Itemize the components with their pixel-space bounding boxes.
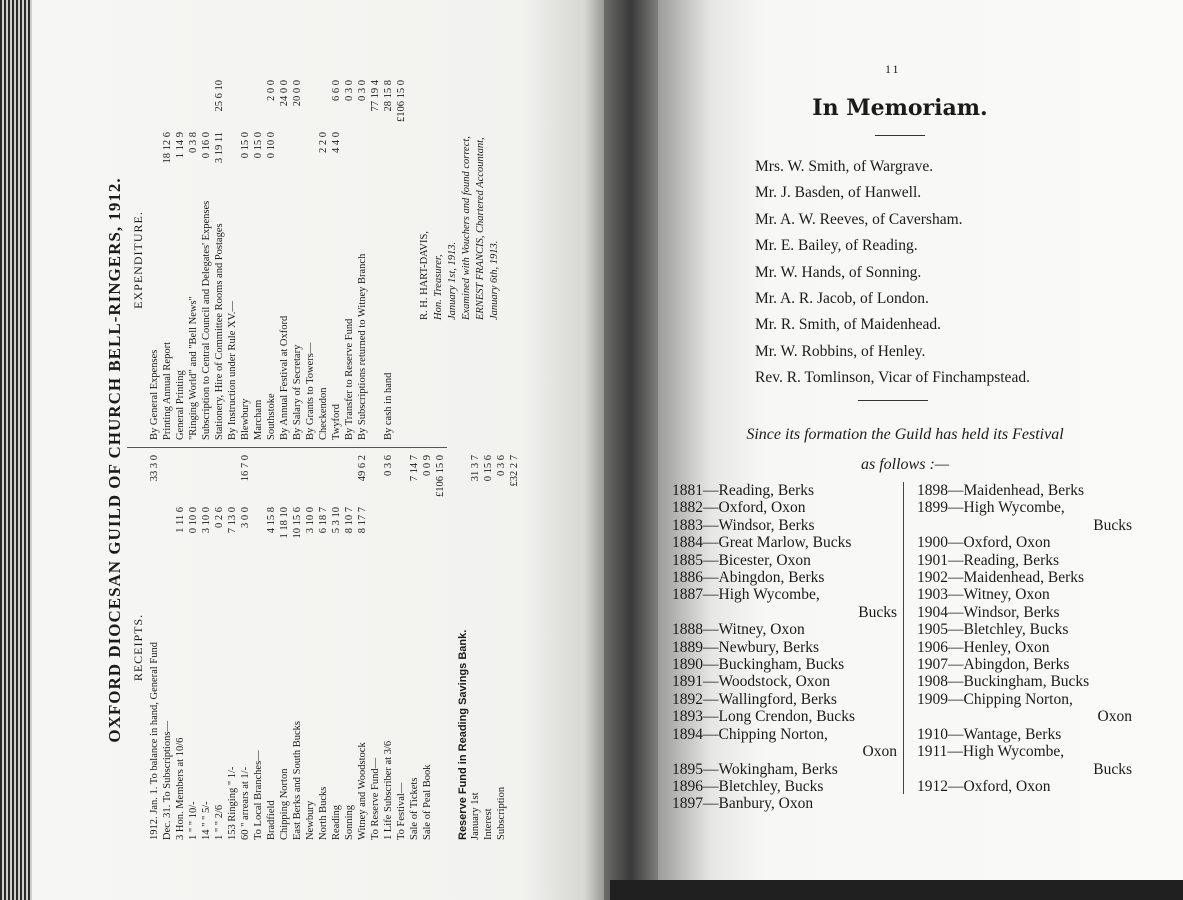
festival-entry: 1900—Oxford, Oxon: [917, 534, 1051, 552]
account-row: [395, 455, 408, 840]
expenditure-heading: EXPENDITURE.: [131, 211, 145, 309]
festival-entry: 1907—Abingdon, Berks: [917, 656, 1070, 674]
expenditure-column: [131, 80, 502, 440]
account-row: [161, 455, 174, 840]
account-total: [317, 80, 330, 132]
account-total: [187, 80, 200, 132]
account-total: [395, 455, 408, 507]
account-row: [291, 455, 304, 840]
account-amount: 1 11 6: [175, 507, 186, 533]
account-amount: [434, 507, 447, 559]
account-amount: [278, 132, 291, 184]
account-total: [161, 455, 174, 507]
account-amount: 0 16 0: [201, 132, 212, 159]
account-label: East Berks and South Bucks: [292, 721, 303, 840]
signature-line: ERNEST FRANCIS, Chartered Accountant,: [475, 137, 486, 320]
festival-entry: 1882—Oxford, Oxon: [672, 499, 806, 517]
reserve-fund-title: Reserve Fund in Reading Savings Bank.: [457, 629, 469, 840]
account-amount: [252, 507, 265, 559]
account-row: [330, 80, 343, 440]
festival-entry: 1912—Oxford, Oxon: [917, 777, 1051, 795]
account-total: [187, 455, 200, 507]
account-total: 49 6 2: [357, 455, 368, 482]
account-total: 0 3 6: [383, 455, 394, 476]
account-row: [330, 455, 343, 840]
account-amount: 4 4 0: [331, 132, 342, 153]
account-total: [200, 455, 213, 507]
account-total: [252, 455, 265, 507]
festival-entry: 1908—Buckingham, Bucks: [917, 673, 1090, 691]
account-row: [317, 455, 330, 840]
account-amount: £32 2 7: [509, 455, 520, 487]
account-amount: [148, 132, 161, 184]
memoriam-name: Rev. R. Tomlinson, Vicar of Finchampstead.: [755, 369, 1030, 387]
account-label: By Transfer to Reserve Fund: [344, 318, 355, 440]
festival-entry: Oxon: [862, 743, 897, 761]
account-row: [265, 455, 278, 840]
festival-entry: 1898—Maidenhead, Berks: [917, 482, 1085, 499]
festival-intro: [675, 420, 1135, 480]
festival-entry: 1897—Banbury, Oxon: [672, 795, 814, 813]
account-label: Sonning: [344, 804, 355, 840]
account-row: [174, 80, 187, 440]
account-label: Marcham: [253, 399, 264, 440]
account-total: [317, 455, 330, 507]
account-label: Stationery, Hire of Committee Rooms and Postages: [214, 223, 225, 440]
account-label: 1 " " 2/6: [214, 804, 225, 840]
memoriam-name: Mr. A. R. Jacob, of London.: [755, 290, 929, 308]
account-row: [278, 455, 291, 840]
signature-line: R. H. HART-DAVIS,: [419, 231, 430, 320]
account-amount: 0 15 0: [253, 132, 264, 159]
receipts-heading: RECEIPTS.: [131, 613, 145, 682]
account-amount: 6 18 7: [318, 507, 329, 534]
memoriam-name: Mr. E. Bailey, of Reading.: [755, 237, 918, 255]
account-row: [421, 455, 434, 840]
account-amount: 3 10 0: [305, 507, 316, 534]
account-amount: [161, 507, 174, 559]
account-label: Reading: [331, 805, 342, 840]
account-label: Southstoke: [266, 393, 277, 440]
festival-entry: 1881—Reading, Berks: [672, 482, 815, 499]
account-amount: [369, 132, 382, 184]
account-total: [161, 80, 174, 132]
festival-entry: Oxon: [1097, 708, 1132, 726]
account-amount: 0 15 6: [483, 455, 494, 482]
account-total: [291, 455, 304, 507]
account-amount: 0 2 6: [214, 507, 225, 528]
account-row: [239, 80, 252, 440]
account-label: "Ringing World" and "Bell News": [188, 296, 199, 440]
account-amount: 0 10 0: [188, 507, 199, 534]
book-gutter: [604, 0, 664, 900]
account-label: [508, 507, 521, 840]
account-total: [252, 80, 265, 132]
account-total: £106 15 0: [396, 80, 407, 122]
account-label: To Festival—: [396, 782, 407, 840]
account-row: [434, 455, 447, 840]
reserve-fund-list: [469, 455, 521, 840]
account-label: By Grants to Towers—: [305, 342, 316, 440]
festival-entry: 1906—Henley, Oxon: [917, 638, 1050, 656]
title-rule: [875, 135, 925, 136]
festival-entry: 1902—Maidenhead, Berks: [917, 569, 1085, 587]
account-row: [343, 455, 356, 840]
account-row: [382, 455, 395, 840]
account-label: Chipping Norton: [279, 768, 290, 840]
festival-entry: 1904—Windsor, Berks: [917, 603, 1060, 621]
treasurer-signature: [418, 80, 502, 440]
accounts-title: OXFORD DIOCESAN GUILD OF CHURCH BELL-RINGERS, 1912.: [105, 177, 124, 743]
account-label: By Annual Festival at Oxford: [279, 315, 290, 440]
festival-entry: 1885—Bicester, Oxon: [672, 551, 811, 569]
expenditure-list: [148, 80, 408, 440]
account-amount: 0 3 6: [496, 455, 507, 476]
festival-entry: 1910—Wantage, Berks: [917, 725, 1062, 743]
account-row: [187, 80, 200, 440]
account-amount: 0 15 0: [240, 132, 251, 159]
account-label: [434, 559, 447, 840]
account-row: [148, 80, 161, 440]
account-row: [495, 455, 508, 840]
account-amount: 3 10 0: [201, 507, 212, 534]
account-label: 1 Life Subscriber at 3/6: [383, 740, 394, 840]
festivals-list-left: [672, 482, 897, 813]
account-amount: [395, 507, 408, 559]
account-amount: 8 17 7: [357, 507, 368, 534]
account-label: Sale of Peal Book: [422, 764, 433, 840]
memoriam-name: Mrs. W. Smith, of Wargrave.: [755, 158, 934, 175]
account-label: By General Expenses: [149, 349, 160, 440]
festival-entry: Bucks: [858, 603, 897, 621]
account-amount: 0 3 8: [188, 132, 199, 153]
account-label: By cash in hand: [383, 372, 394, 440]
festival-entry: 1911—High Wycombe,: [917, 743, 1065, 761]
account-total: [226, 455, 239, 507]
account-total: 16 7 0: [240, 455, 251, 482]
account-row: [408, 455, 421, 840]
account-row: [148, 455, 161, 840]
account-amount: [304, 132, 317, 184]
account-total: 33 3 0: [149, 455, 160, 482]
account-row: [226, 80, 239, 440]
memoriam-name: Mr. W. Hands, of Sonning.: [755, 263, 922, 281]
festival-entry: 1891—Woodstock, Oxon: [672, 673, 831, 691]
account-total: [265, 455, 278, 507]
account-total: 20 0 0: [292, 80, 303, 107]
account-row: [187, 455, 200, 840]
account-row: [161, 80, 174, 440]
account-label: Newbury: [305, 800, 316, 840]
account-total: [278, 455, 291, 507]
section-rule: [858, 400, 928, 401]
page-edges: [0, 0, 32, 900]
account-label: By Subscriptions returned to Witney Branch: [357, 253, 368, 440]
festival-intro-line-2: as follows :—: [860, 456, 949, 473]
account-total: [174, 455, 187, 507]
account-total: [148, 80, 161, 132]
account-total: [304, 80, 317, 132]
account-amount: 4 15 8: [266, 507, 277, 534]
festival-entry: 1886—Abingdon, Berks: [672, 569, 825, 587]
account-amount: 1 14 9: [175, 132, 186, 159]
account-row: [317, 80, 330, 440]
account-row: [226, 455, 239, 840]
memoriam-list: [755, 154, 1155, 392]
account-amount: [356, 132, 369, 184]
account-total: 28 15 8: [383, 80, 394, 112]
account-row: [369, 80, 382, 440]
festival-entry: 1894—Chipping Norton,: [672, 725, 828, 743]
account-amount: [421, 507, 434, 559]
account-amount: [382, 132, 395, 184]
festival-entry: 1890—Buckingham, Bucks: [672, 656, 845, 674]
account-label: Subscription to Central Council and Delegates' Expenses: [201, 200, 212, 440]
account-label: Dec. 31. To Subscriptions—: [162, 721, 173, 840]
account-total: [330, 455, 343, 507]
account-label: 60 " arrears at 1/-: [240, 766, 251, 840]
signature-line: Examined with Vouchers and found correct,: [461, 136, 472, 320]
account-row: [343, 80, 356, 440]
memoriam-name: Mr. A. W. Reeves, of Caversham.: [755, 210, 963, 228]
account-total: [304, 455, 317, 507]
account-row: [174, 455, 187, 840]
memoriam-name: Mr. W. Robbins, of Henley.: [755, 342, 926, 360]
account-amount: [148, 507, 161, 559]
account-label: January 1st: [470, 792, 481, 840]
signature-line: Hon. Treasurer,: [433, 254, 444, 320]
account-amount: 3 0 0: [240, 507, 251, 528]
account-total: 0 0 9: [422, 455, 433, 476]
festival-entry: 1889—Newbury, Berks: [672, 638, 820, 656]
account-row: [252, 455, 265, 840]
festivals-list-right: [917, 482, 1132, 795]
account-amount: [369, 507, 382, 559]
account-total: [369, 455, 382, 507]
account-amount: 2 2 0: [318, 132, 329, 153]
account-row: [356, 80, 369, 440]
account-total: [226, 80, 239, 132]
account-row: [265, 80, 278, 440]
account-row: [469, 455, 482, 840]
account-label: Witney and Woodstock: [357, 742, 368, 840]
account-row: [304, 455, 317, 840]
account-label: By Instruction under Rule XV.—: [227, 301, 238, 440]
account-total: 0 3 0: [357, 80, 368, 101]
account-amount: [395, 132, 408, 184]
column-divider: [127, 447, 447, 448]
festival-entry: 1909—Chipping Norton,: [917, 690, 1073, 708]
account-amount: 3 19 11: [214, 132, 225, 164]
festival-entry: 1883—Windsor, Berks: [672, 516, 815, 534]
bottom-shadow: [610, 880, 1183, 900]
account-row: [213, 455, 226, 840]
page-title: In Memoriam.: [812, 95, 988, 121]
account-row: [482, 455, 495, 840]
account-label: North Bucks: [318, 786, 329, 840]
account-label: 1 " " 10/-: [188, 801, 199, 840]
memoriam-name: Mr. J. Basden, of Hanwell.: [755, 184, 922, 202]
festivals-divider: [903, 482, 904, 794]
signature-line: January 1st, 1913.: [447, 241, 458, 320]
account-row: [200, 455, 213, 840]
receipts-list: [148, 455, 447, 840]
account-total: [174, 80, 187, 132]
account-label: Sale of Tickets: [409, 777, 420, 840]
account-row: [252, 80, 265, 440]
account-label: General Printing: [175, 370, 186, 440]
account-amount: 7 13 0: [227, 507, 238, 534]
account-amount: [343, 132, 356, 184]
account-amount: 18 12 6: [162, 132, 173, 164]
account-total: [213, 455, 226, 507]
account-row: [508, 455, 521, 840]
accounts-statement: [105, 80, 520, 840]
account-label: By Salary of Secretary: [292, 344, 303, 440]
account-amount: 8 10 7: [344, 507, 355, 534]
account-total: 7 14 7: [409, 455, 420, 482]
account-total: 6 6 0: [331, 80, 342, 101]
festival-entry: 1895—Wokingham, Berks: [672, 760, 838, 778]
account-label: 14 " " 5/-: [201, 801, 212, 840]
account-row: [278, 80, 291, 440]
festival-entry: 1887—High Wycombe,: [672, 586, 820, 604]
festival-entry: 1892—Wallingford, Berks: [672, 690, 837, 708]
account-total: [239, 80, 252, 132]
account-amount: [291, 132, 304, 184]
festival-entry: 1893—Long Crendon, Bucks: [672, 708, 855, 726]
account-label: Subscription: [496, 786, 507, 840]
account-total: [343, 455, 356, 507]
account-label: 1912. Jan. 1. To balance in hand, General Fund: [149, 642, 160, 840]
festival-entry: 1901—Reading, Berks: [917, 551, 1060, 569]
account-amount: [226, 132, 239, 184]
account-label: Blewbury: [240, 398, 251, 440]
account-label: To Reserve Fund—: [370, 757, 381, 840]
account-amount: [382, 507, 395, 559]
account-total: £106 15 0: [435, 455, 446, 497]
memoriam-name: Mr. R. Smith, of Maidenhead.: [755, 316, 941, 334]
festival-entry: 1905—Bletchley, Bucks: [917, 621, 1069, 639]
account-total: 25 6 10: [214, 80, 225, 112]
account-row: [356, 455, 369, 840]
account-amount: 0 10 0: [266, 132, 277, 159]
signature-line: January 6th, 1913.: [489, 240, 500, 320]
festival-entry: 1903—Witney, Oxon: [917, 586, 1050, 604]
account-amount: [408, 507, 421, 559]
festival-entry: 1899—High Wycombe,: [917, 499, 1065, 517]
account-label: 153 Ringing " 1/-: [227, 766, 238, 840]
page-number: 11: [885, 62, 901, 76]
account-label: Bradfield: [266, 800, 277, 840]
account-amount: 1 18 10: [279, 507, 290, 539]
account-total: [200, 80, 213, 132]
account-total: 2 0 0: [266, 80, 277, 101]
account-row: [200, 80, 213, 440]
account-row: [213, 80, 226, 440]
account-row: [239, 455, 252, 840]
account-row: [395, 80, 408, 440]
account-label: Checkendon: [318, 387, 329, 440]
account-row: [369, 455, 382, 840]
receipts-column: [131, 455, 521, 840]
festival-entry: 1888—Witney, Oxon: [672, 621, 805, 639]
account-label: Interest: [483, 808, 494, 840]
festival-entry: Bucks: [1093, 516, 1132, 534]
account-total: 77 19 4: [370, 80, 381, 112]
account-label: [395, 184, 408, 440]
account-label: Twyford: [331, 403, 342, 440]
account-total: 0 3 0: [344, 80, 355, 101]
account-label: 3 Hon. Members at 10/6: [175, 737, 186, 840]
festival-intro-line-1: Since its formation the Guild has held its Festival: [746, 426, 1064, 443]
account-total: 24 0 0: [279, 80, 290, 107]
festival-entry: 1896—Bletchley, Bucks: [672, 777, 824, 795]
account-row: [291, 80, 304, 440]
account-amount: 10 15 6: [292, 507, 303, 539]
account-row: [304, 80, 317, 440]
account-label: To Local Branches—: [253, 750, 264, 840]
festival-entry: Bucks: [1093, 760, 1132, 778]
festival-entry: 1884—Great Marlow, Bucks: [672, 534, 852, 552]
account-amount: 5 3 10: [331, 507, 342, 534]
account-row: [382, 80, 395, 440]
account-amount: 31 3 7: [470, 455, 481, 482]
account-label: [369, 184, 382, 440]
account-label: Printing Annual Report: [162, 342, 173, 440]
